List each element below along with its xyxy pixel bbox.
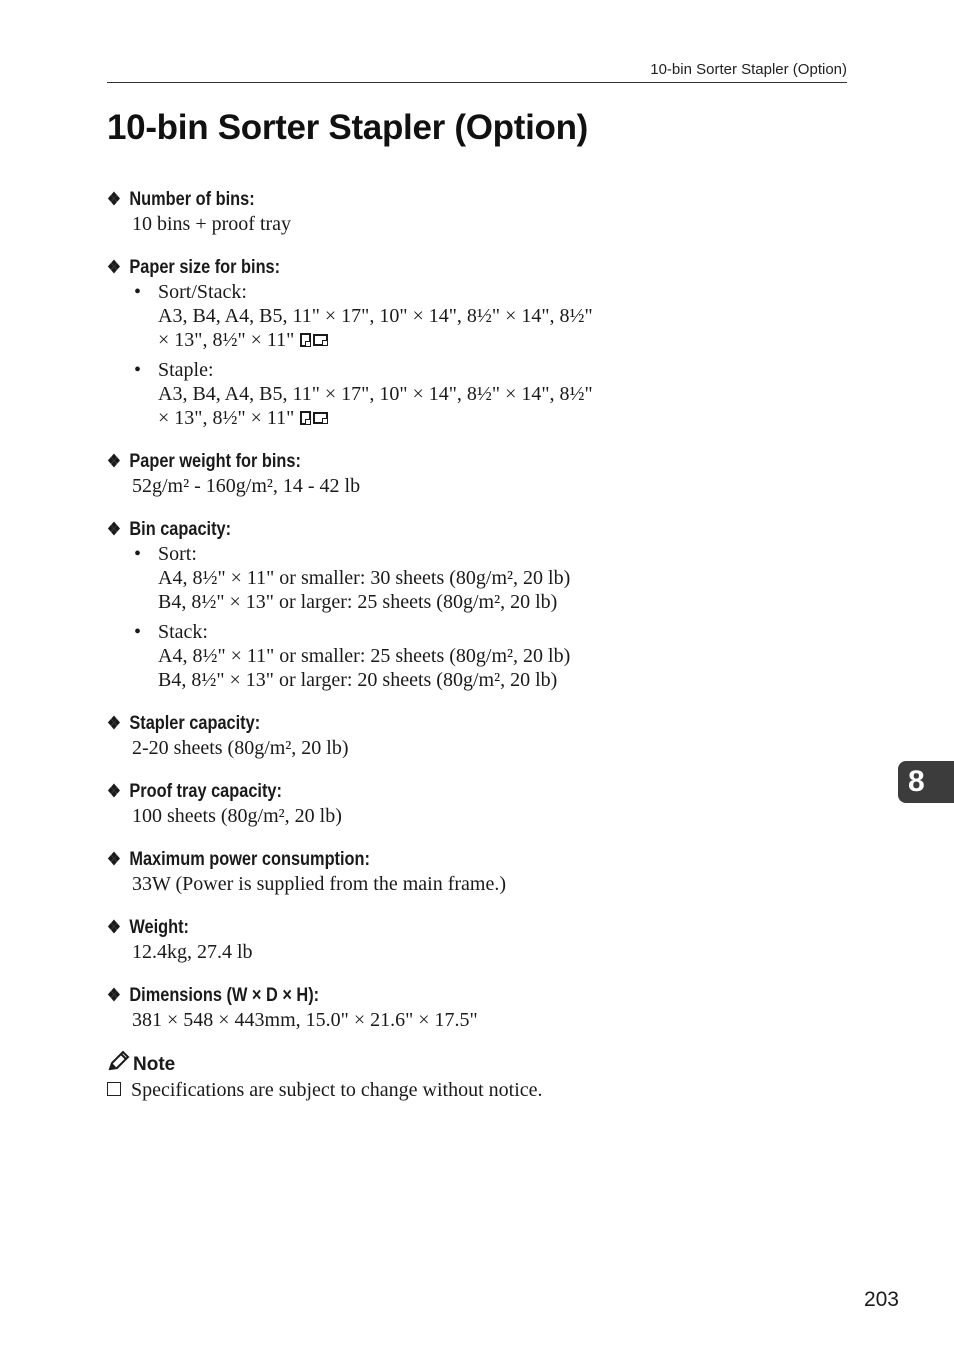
item-label: • Staple: (158, 359, 214, 381)
item-line: × 13", 8½" × 11" (158, 328, 852, 352)
note-block (107, 1050, 852, 1104)
spec-content (107, 186, 852, 1104)
note-item (107, 1076, 852, 1104)
item-line: A3, B4, A4, B5, 11" × 17", 10" × 14", 8½" × 14", 8½" (158, 383, 593, 405)
item-label: • Stack: (158, 621, 208, 643)
section-title: Weight: (129, 917, 189, 938)
diamond-icon: ❖ (107, 189, 121, 209)
diamond-icon: ❖ (107, 257, 121, 277)
section-value: 381 × 548 × 443mm, 15.0" × 21.6" × 17.5" (132, 1009, 478, 1031)
diamond-icon: ❖ (107, 849, 121, 869)
diamond-icon: ❖ (107, 713, 121, 733)
list-item (132, 280, 852, 352)
diamond-icon: ❖ (107, 917, 121, 937)
diamond-icon: ❖ (107, 451, 121, 471)
section-title: Paper size for bins: (129, 257, 281, 278)
list-item (132, 358, 852, 430)
item-line: A4, 8½" × 11" or smaller: 30 sheets (80g/m², 20 lb) (158, 567, 571, 589)
paper-portrait-orientation-icon (300, 411, 311, 425)
section-weight (107, 914, 852, 964)
section-dimensions (107, 982, 852, 1032)
section-value: 12.4kg, 27.4 lb (132, 941, 253, 963)
section-power-consumption (107, 846, 852, 896)
paper-size-list (107, 280, 852, 430)
paper-landscape-orientation-icon (313, 412, 328, 424)
bin-capacity-list (107, 542, 852, 692)
section-value: 2-20 sheets (80g/m², 20 lb) (132, 737, 349, 759)
section-stapler-capacity (107, 710, 852, 760)
paper-portrait-orientation-icon (300, 333, 311, 347)
diamond-icon: ❖ (107, 985, 121, 1005)
item-line: B4, 8½" × 13" or larger: 25 sheets (80g/m², 20 lb) (158, 591, 558, 613)
chapter-tab: 8 (898, 761, 954, 803)
running-head: 10-bin Sorter Stapler (Option) (650, 61, 847, 78)
section-value: 10 bins + proof tray (132, 213, 292, 235)
page-number: 203 (863, 1288, 899, 1311)
section-value: 33W (Power is supplied from the main frame.) (132, 873, 506, 895)
note-text: Specifications are subject to change without notice. (131, 1079, 543, 1101)
section-number-of-bins (107, 186, 852, 236)
section-value: 52g/m² - 160g/m², 14 - 42 lb (132, 475, 361, 497)
list-item (132, 542, 852, 614)
item-label: • Sort/Stack: (158, 281, 247, 303)
diamond-icon: ❖ (107, 519, 121, 539)
item-line: × 13", 8½" × 11" (158, 406, 852, 430)
section-title: Maximum power consumption: (129, 849, 370, 870)
item-label: • Sort: (158, 543, 197, 565)
paper-landscape-orientation-icon (313, 334, 328, 346)
section-title: Bin capacity: (129, 519, 232, 540)
diamond-icon: ❖ (107, 781, 121, 801)
item-line: B4, 8½" × 13" or larger: 20 sheets (80g/m², 20 lb) (158, 669, 558, 691)
header-rule (107, 82, 847, 83)
section-paper-size (107, 254, 852, 430)
checkbox-icon (107, 1082, 121, 1096)
section-title: Paper weight for bins: (129, 451, 301, 472)
item-line: A3, B4, A4, B5, 11" × 17", 10" × 14", 8½" × 14", 8½" (158, 305, 593, 327)
section-title: Proof tray capacity: (129, 781, 282, 802)
note-heading (107, 1050, 852, 1076)
section-title: Stapler capacity: (129, 713, 261, 734)
section-bin-capacity (107, 516, 852, 692)
section-proof-tray-capacity (107, 778, 852, 828)
section-paper-weight (107, 448, 852, 498)
list-item (132, 620, 852, 692)
section-value: 100 sheets (80g/m², 20 lb) (132, 805, 342, 827)
note-title: Note (133, 1054, 176, 1075)
section-title: Number of bins: (129, 189, 255, 210)
item-line: A4, 8½" × 11" or smaller: 25 sheets (80g/m², 20 lb) (158, 645, 571, 667)
page-title: 10-bin Sorter Stapler (Option) (107, 108, 589, 147)
pencil-note-icon (107, 1050, 131, 1072)
section-title: Dimensions (W × D × H): (129, 985, 320, 1006)
